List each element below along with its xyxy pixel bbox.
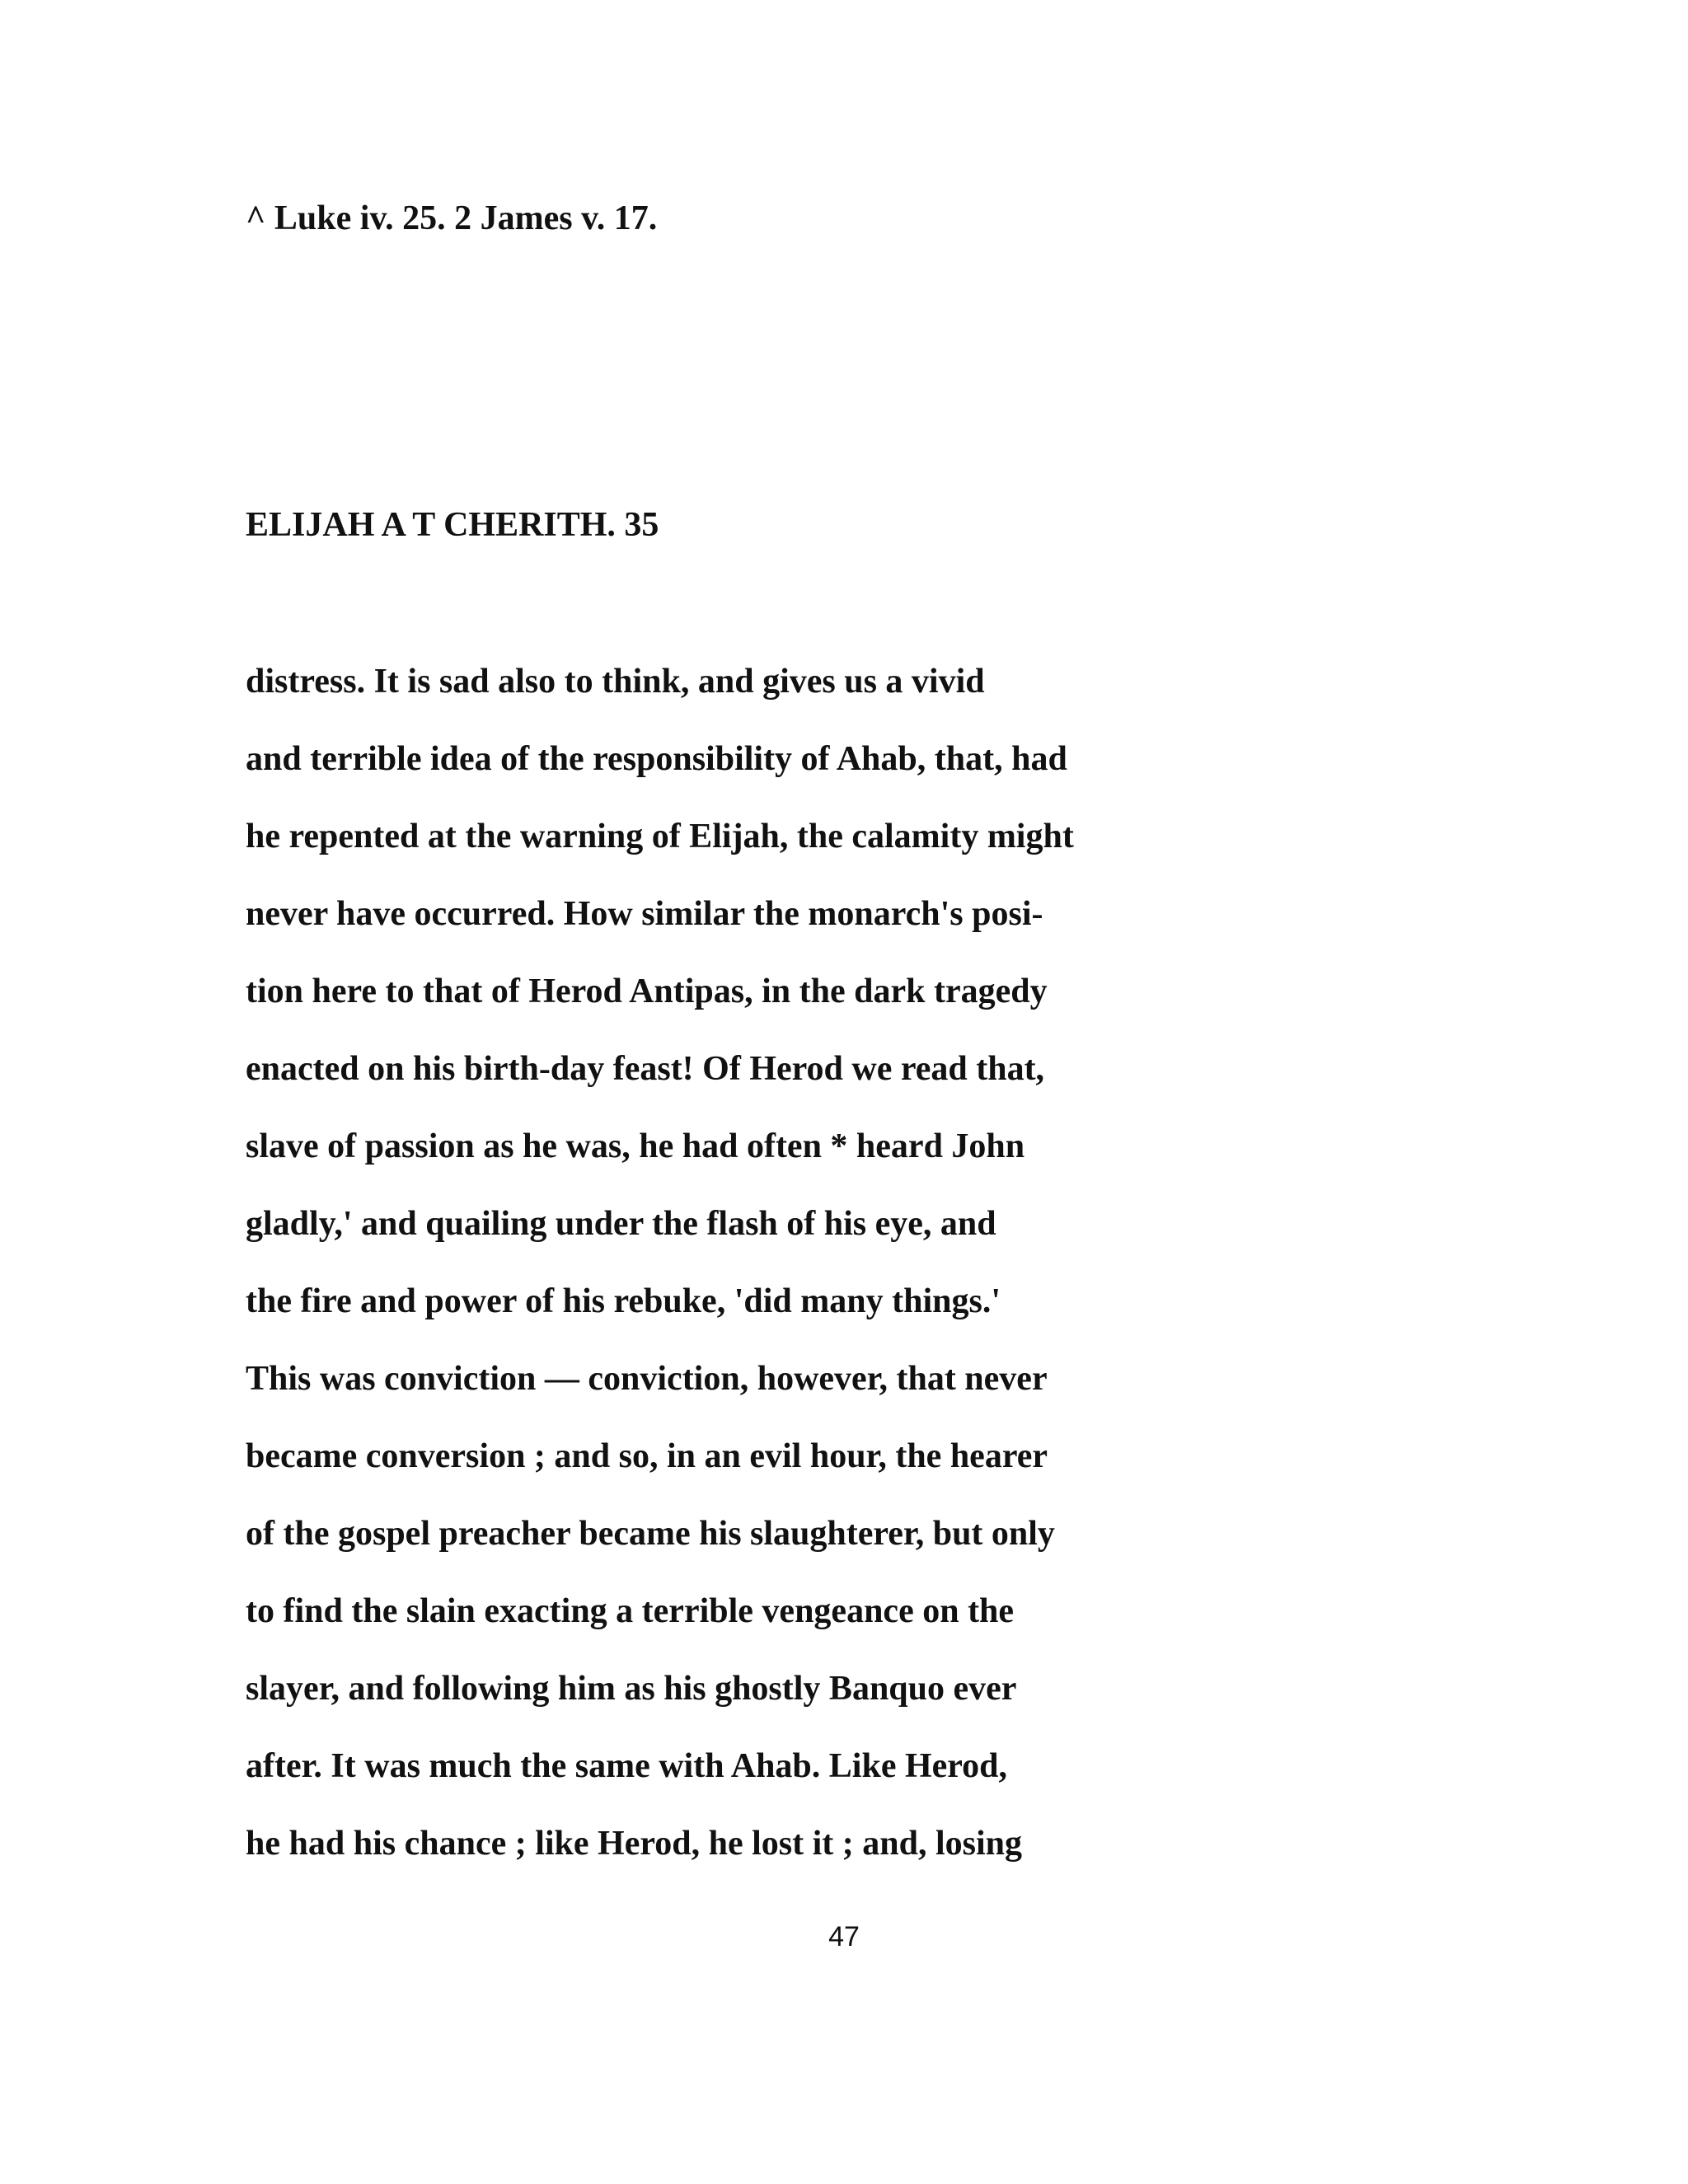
body-line: enacted on his birth-day feast! Of Herod we read that,: [246, 1050, 1045, 1088]
body-line: after. It was much the same with Ahab. Like Herod,: [246, 1747, 1008, 1785]
body-line: slayer, and following him as his ghostly Banquo ever: [246, 1670, 1017, 1708]
body-line: tion here to that of Herod Antipas, in the dark tragedy: [246, 972, 1048, 1010]
body-line: gladly,' and quailing under the flash of his eye, and: [246, 1205, 996, 1243]
page-number: 47: [828, 1921, 860, 1952]
body-line: slave of passion as he was, he had often * heard John: [246, 1127, 1025, 1165]
footnote: ^ Luke iv. 25. 2 James v. 17.: [246, 199, 658, 237]
body-line: never have occurred. How similar the monarch's posi-: [246, 895, 1043, 933]
body-line: of the gospel preacher became his slaughterer, but only: [246, 1515, 1055, 1553]
body-line: to find the slain exacting a terrible vengeance on the: [246, 1592, 1015, 1630]
body-line: he had his chance ; like Herod, he lost it ; and, losing: [246, 1825, 1023, 1863]
body-line: the fire and power of his rebuke, 'did many things.': [246, 1282, 1001, 1320]
body-line: became conversion ; and so, in an evil hour, the hearer: [246, 1437, 1048, 1475]
body-line: This was conviction — conviction, however, that never: [246, 1360, 1048, 1398]
body-line: and terrible idea of the responsibility of Ahab, that, had: [246, 740, 1067, 778]
body-line: distress. It is sad also to think, and gives us a vivid: [246, 663, 985, 701]
body-line: he repented at the warning of Elijah, the calamity might: [246, 818, 1074, 855]
running-head: ELIJAH A T CHERITH. 35: [246, 506, 659, 544]
